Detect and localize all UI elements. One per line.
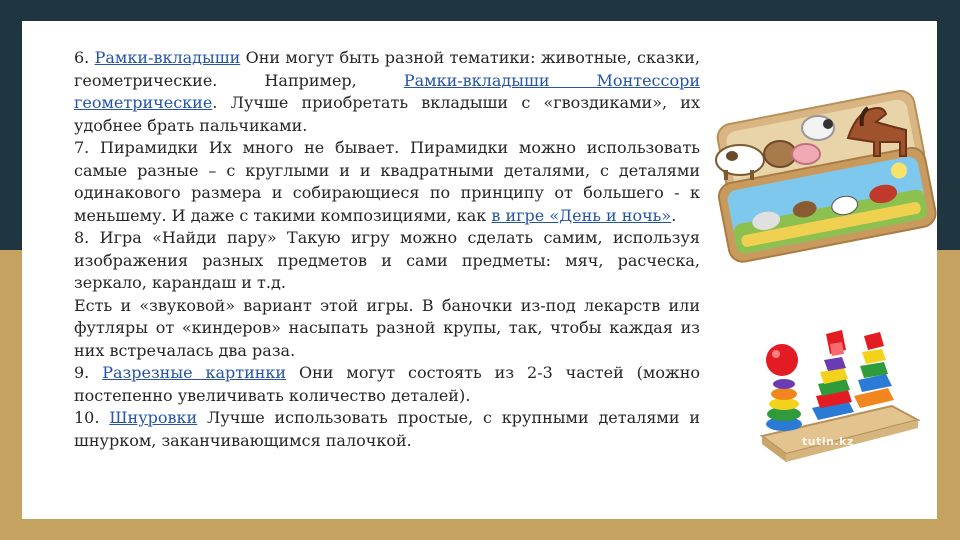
paragraph-text: . Лучше приобретать вкладыши с «гвоздиками», их удобнее брать пальчиками.	[74, 93, 700, 135]
paragraph-find-pair: 8. Игра «Найди пару» Такую игру можно сделать самим, используя изображения разных предметов и сами предметы: мяч, расческа, зеркало, карандаш и т.д.	[74, 228, 700, 292]
paragraph-sound-variant: Есть и «звуковой» вариант этой игры. В баночки из-под лекарств или футляры от «киндеров» насыпать разной крупы, так, чтобы каждая из них встречалась два раза.	[74, 295, 700, 360]
item-number: 9.	[74, 363, 103, 382]
paragraph-frames	[74, 47, 700, 137]
link-day-night-game[interactable]: в игре «День и ночь»	[491, 205, 672, 225]
paragraph-lacing	[74, 407, 700, 452]
item-number: 6.	[74, 48, 95, 67]
paragraph-text: Лучше использовать простые, с крупными деталями и шнурком, заканчивающимся палочкой.	[74, 408, 700, 450]
link-montessori-frames[interactable]: Рамки-вкладыши Монтессори геометрические	[74, 70, 701, 112]
wooden-puzzle-image	[698, 68, 938, 278]
paragraph-text: .	[671, 205, 677, 225]
link-cut-pictures[interactable]: Разрезные картинки	[102, 363, 287, 382]
paragraph-text: Они могут быть разной тематики: животные, сказки, геометрические. Например,	[74, 48, 700, 90]
paragraph-pyramids	[74, 137, 700, 227]
paragraph-cut-pictures	[74, 362, 700, 407]
item-number: 10.	[74, 408, 110, 427]
paragraph-text: 7. Пирамидки Их много не бывает. Пирамидки можно использовать самые разные – с круглыми и и квадратными деталями, с деталями одинакового размера и собирающиеся по принципу от большего - к меньшему. И даже с такими композициями, как	[74, 138, 700, 225]
paragraph-text: Они могут состоять из 2-3 частей (можно постепенно увеличивать количество деталей).	[74, 363, 700, 405]
link-lacing[interactable]: Шнуровки	[109, 408, 198, 427]
slide-text	[74, 47, 700, 452]
watermark: tutin.kz	[802, 435, 854, 448]
link-frames-inserts[interactable]: Рамки-вкладыши	[94, 48, 241, 67]
